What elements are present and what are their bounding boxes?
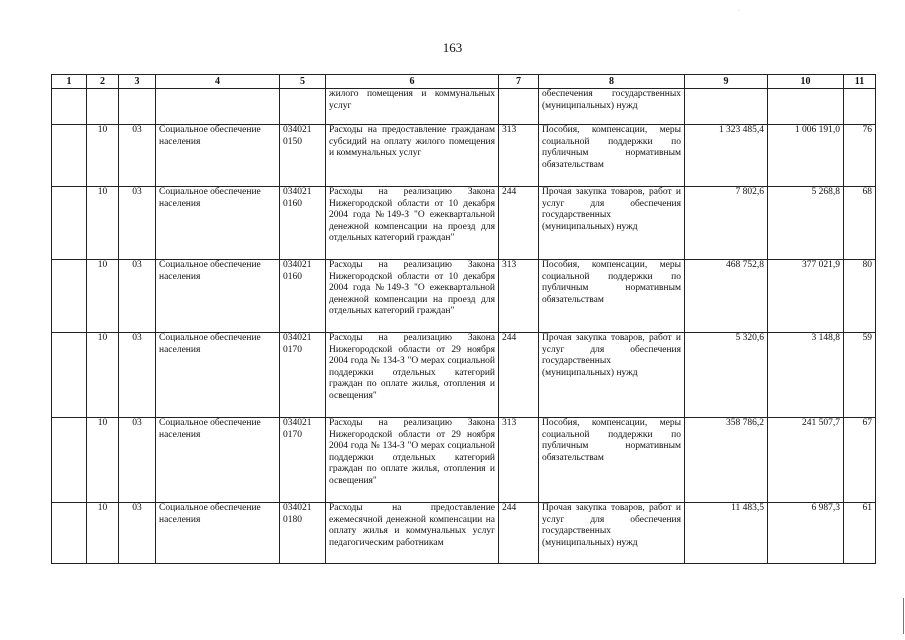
table-row bbox=[52, 503, 876, 564]
cell-expense-description: жилого помещения и коммунальных услуг bbox=[326, 89, 499, 125]
cell-expense-type-name: Пособия, компенсации, меры социальной поддержки по публичным нормативным обязательствам bbox=[539, 418, 685, 503]
cell-section-name: Социальное обеспечение населения bbox=[156, 125, 280, 187]
column-header: 8 bbox=[539, 75, 685, 89]
cell-expense-type-code: 244 bbox=[499, 187, 539, 260]
column-header: 7 bbox=[499, 75, 539, 89]
cell-expense-type-code: 313 bbox=[499, 418, 539, 503]
cell-subsection: 03 bbox=[119, 503, 156, 564]
column-header: 2 bbox=[87, 75, 119, 89]
cell-expense-type-code: 313 bbox=[499, 125, 539, 187]
cell-percent: 76 bbox=[844, 125, 876, 187]
cell-target-code bbox=[280, 89, 326, 125]
column-header: 6 bbox=[326, 75, 499, 89]
cell-percent: 61 bbox=[844, 503, 876, 564]
cell-subsection bbox=[119, 89, 156, 125]
cell-percent: 67 bbox=[844, 418, 876, 503]
column-header: 5 bbox=[280, 75, 326, 89]
column-header: 9 bbox=[685, 75, 768, 89]
scan-speck-mark: · bbox=[738, 8, 740, 14]
cell-subsection: 03 bbox=[119, 125, 156, 187]
cell-expense-type-name: Пособия, компенсации, меры социальной поддержки по публичным нормативным обязательствам bbox=[539, 125, 685, 187]
cell-expense-type-code: 313 bbox=[499, 260, 539, 333]
cell-target-code: 034021 0160 bbox=[280, 260, 326, 333]
page-edge-line bbox=[903, 598, 904, 634]
page-number: 163 bbox=[442, 40, 463, 55]
cell-target-code: 034021 0170 bbox=[280, 418, 326, 503]
cell-expense-description: Расходы на реализацию Закона Нижегородской области от 10 декабря 2004 года №149-З "О ежеквартальной денежной компенсации на проезд для отдельных категорий граждан" bbox=[326, 187, 499, 260]
cell-actual-amount: 1 006 191,0 bbox=[768, 125, 844, 187]
cell-section-name: Социальное обеспечение населения bbox=[156, 503, 280, 564]
cell-col1 bbox=[52, 333, 87, 418]
cell-expense-type-code: 244 bbox=[499, 503, 539, 564]
cell-planned-amount: 358 786,2 bbox=[685, 418, 768, 503]
cell-subsection: 03 bbox=[119, 418, 156, 503]
column-header: 4 bbox=[156, 75, 280, 89]
cell-col1 bbox=[52, 89, 87, 125]
cell-target-code: 034021 0160 bbox=[280, 187, 326, 260]
table-row bbox=[52, 89, 876, 125]
cell-col1 bbox=[52, 418, 87, 503]
cell-expense-description: Расходы на предоставление ежемесячной денежной компенсации на оплату жилья и коммунальных услуг педагогическим работникам bbox=[326, 503, 499, 564]
cell-expense-type-name: Прочая закупка товаров, работ и услуг для обеспечения государственных (муниципальных) нужд bbox=[539, 333, 685, 418]
table-row bbox=[52, 125, 876, 187]
cell-target-code: 034021 0150 bbox=[280, 125, 326, 187]
cell-actual-amount: 377 021,9 bbox=[768, 260, 844, 333]
table-row bbox=[52, 187, 876, 260]
cell-expense-type-name: Прочая закупка товаров, работ и услуг для обеспечения государственных (муниципальных) нужд bbox=[539, 503, 685, 564]
cell-section: 10 bbox=[87, 333, 119, 418]
budget-execution-table bbox=[51, 74, 876, 564]
cell-expense-description: Расходы на предоставление гражданам субсидий на оплату жилого помещения и коммунальных услуг bbox=[326, 125, 499, 187]
cell-target-code: 034021 0170 bbox=[280, 333, 326, 418]
column-header: 1 bbox=[52, 75, 87, 89]
cell-planned-amount bbox=[685, 89, 768, 125]
cell-planned-amount: 11 483,5 bbox=[685, 503, 768, 564]
cell-actual-amount: 5 268,8 bbox=[768, 187, 844, 260]
table-row bbox=[52, 333, 876, 418]
cell-actual-amount: 241 507,7 bbox=[768, 418, 844, 503]
cell-planned-amount: 5 320,6 bbox=[685, 333, 768, 418]
column-header: 11 bbox=[844, 75, 876, 89]
cell-expense-type-code: 244 bbox=[499, 333, 539, 418]
cell-subsection: 03 bbox=[119, 260, 156, 333]
cell-section-name: Социальное обеспечение населения bbox=[156, 187, 280, 260]
table-row bbox=[52, 418, 876, 503]
cell-section bbox=[87, 89, 119, 125]
cell-section-name: Социальное обеспечение населения bbox=[156, 418, 280, 503]
cell-planned-amount: 468 752,8 bbox=[685, 260, 768, 333]
cell-target-code: 034021 0180 bbox=[280, 503, 326, 564]
table-header-row bbox=[52, 75, 876, 89]
cell-expense-type-code bbox=[499, 89, 539, 125]
cell-percent: 80 bbox=[844, 260, 876, 333]
column-header: 10 bbox=[768, 75, 844, 89]
cell-actual-amount: 3 148,8 bbox=[768, 333, 844, 418]
cell-planned-amount: 1 323 485,4 bbox=[685, 125, 768, 187]
cell-section-name: Социальное обеспечение населения bbox=[156, 260, 280, 333]
cell-expense-type-name: Пособия, компенсации, меры социальной поддержки по публичным нормативным обязательствам bbox=[539, 260, 685, 333]
cell-col1 bbox=[52, 503, 87, 564]
cell-section-name: Социальное обеспечение населения bbox=[156, 333, 280, 418]
table-row bbox=[52, 260, 876, 333]
cell-col1 bbox=[52, 187, 87, 260]
cell-section: 10 bbox=[87, 125, 119, 187]
cell-section: 10 bbox=[87, 260, 119, 333]
cell-section: 10 bbox=[87, 503, 119, 564]
cell-expense-description: Расходы на реализацию Закона Нижегородской области от 29 ноября 2004 года № 134-З "О мерах социальной поддержки отдельных категорий граждан по оплате жилья, отопления и освещения" bbox=[326, 333, 499, 418]
cell-subsection: 03 bbox=[119, 333, 156, 418]
cell-planned-amount: 7 802,6 bbox=[685, 187, 768, 260]
cell-subsection: 03 bbox=[119, 187, 156, 260]
cell-section: 10 bbox=[87, 418, 119, 503]
cell-percent bbox=[844, 89, 876, 125]
cell-expense-description: Расходы на реализацию Закона Нижегородской области от 10 декабря 2004 года №149-З "О ежеквартальной денежной компенсации на проезд для отдельных категорий граждан" bbox=[326, 260, 499, 333]
cell-percent: 59 bbox=[844, 333, 876, 418]
column-header: 3 bbox=[119, 75, 156, 89]
cell-actual-amount: 6 987,3 bbox=[768, 503, 844, 564]
cell-expense-type-name: Прочая закупка товаров, работ и услуг для обеспечения государственных (муниципальных) нужд bbox=[539, 187, 685, 260]
cell-expense-type-name: обеспечения государственных (муниципальных) нужд bbox=[539, 89, 685, 125]
cell-expense-description: Расходы на реализацию Закона Нижегородской области от 29 ноября 2004 года № 134-З "О мерах социальной поддержки отдельных категорий граждан по оплате жилья, отопления и освещения" bbox=[326, 418, 499, 503]
cell-col1 bbox=[52, 260, 87, 333]
cell-section-name bbox=[156, 89, 280, 125]
cell-section: 10 bbox=[87, 187, 119, 260]
cell-actual-amount bbox=[768, 89, 844, 125]
cell-percent: 68 bbox=[844, 187, 876, 260]
cell-col1 bbox=[52, 125, 87, 187]
